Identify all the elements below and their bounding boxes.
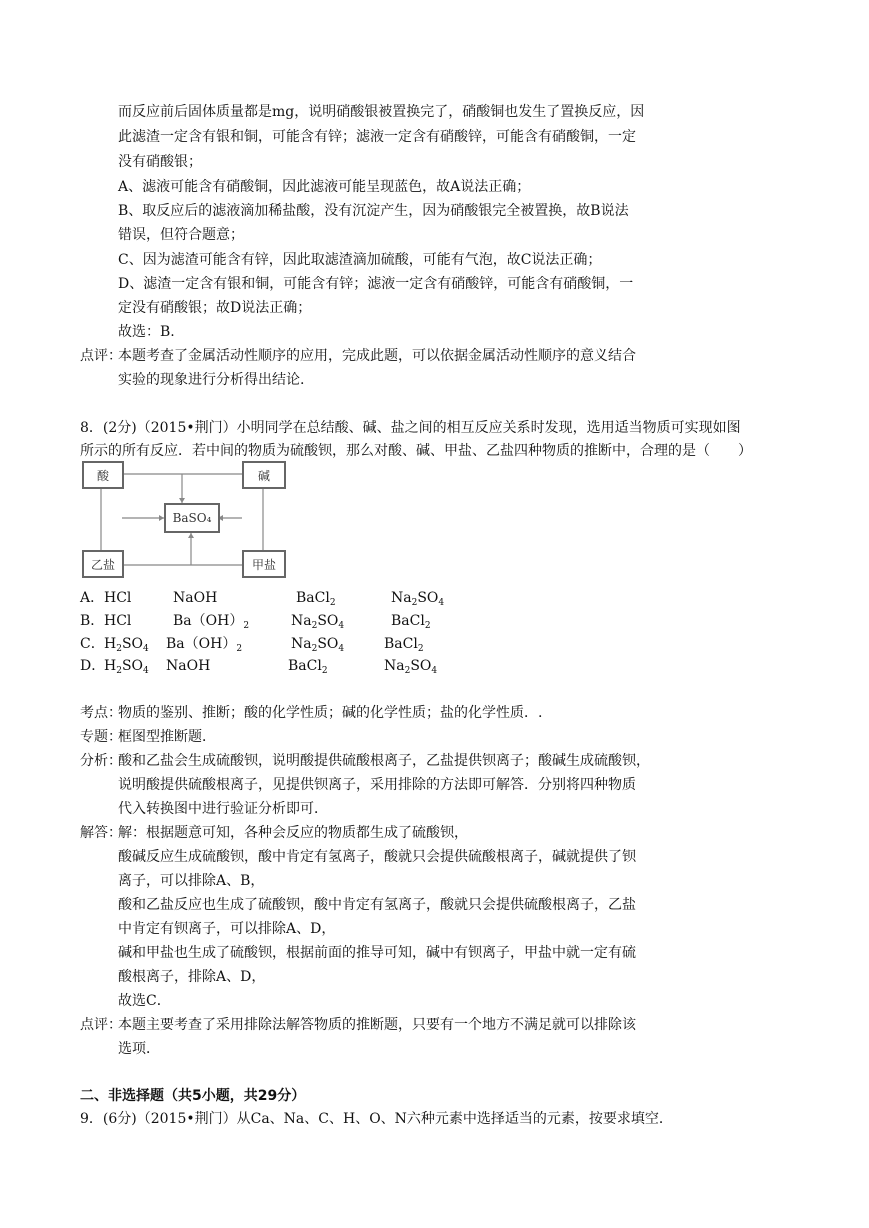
dianping-label: 点评： [80,1017,122,1033]
zhuanti-label: 专题： [80,729,122,745]
dianping-text: 选项． [118,1041,160,1057]
option-letter: B． [80,613,105,629]
option-base: NaOH [173,590,218,606]
fenxi-label: 分析： [80,753,122,769]
option-salt-b: $Na_2SO_4$ [391,590,445,608]
fenxi-text: 酸和乙盐会生成硫酸钡，说明酸提供硫酸根离子，乙盐提供钡离子；酸碱生成硫酸钡， [118,753,650,769]
acid-box: 酸 [82,461,124,489]
option-acid: $H_2SO_4$ [104,636,149,654]
reaction-diagram [80,461,306,578]
jieda-text: 故选C． [118,993,171,1009]
question-stem: 8．(2分)（2015•荆门）小明同学在总结酸、碱、盐之间的相互反应关系时发现，选用适当物质可实现如图 [80,420,741,436]
jieda-text: 酸和乙盐反应也生成了硫酸钡，酸中肯定有氢离子，酸就只会提供硫酸根离子，乙盐 [118,897,636,913]
option-base: $Ba(OH)_2$ [166,636,243,654]
baso4-box: BaSO₄ [164,503,220,533]
option-acid: $H_2SO_4$ [104,658,149,676]
text-line: 故选：B. [118,324,175,340]
option-base: $Ba(OH)_2$ [173,613,250,631]
question-stem: 9．(6分)（2015•荆门）从Ca、Na、C、H、O、N六种元素中选择适当的元素，按要求填空． [80,1111,673,1127]
option-acid: HCl [104,590,132,606]
option-salt-a: BaCl$_2$ [296,590,336,608]
text-line: 此滤渣一定含有银和铜，可能含有锌；滤液一定含有硝酸锌，可能含有硝酸铜，一定 [118,129,636,145]
jieda-text: 中肯定有钡离子，可以排除A、D， [118,921,336,937]
base-box: 碱 [242,461,286,489]
option-letter: C． [80,636,105,652]
section-title: 二、非选择题（共5小题，共29分） [80,1088,306,1104]
jieda-text: 酸碱反应生成硫酸钡，酸中肯定有氢离子，酸就只会提供硫酸根离子，碱就提供了钡 [118,849,636,865]
fenxi-text: 说明酸提供硫酸根离子，见提供钡离子，采用排除的方法即可解答．分别将四种物质 [118,777,636,793]
salt-b-box: 乙盐 [82,550,124,578]
jieda-text: 酸根离子，排除A、D， [118,969,266,985]
jieda-text: 碱和甲盐也生成了硫酸钡，根据前面的推导可知，碱中有钡离子，甲盐中就一定有硫 [118,945,636,961]
option-salt-a: BaCl$_2$ [288,658,328,676]
text-line: B、取反应后的滤液滴加稀盐酸，没有沉淀产生，因为硝酸银完全被置换，故B说法 [118,203,629,219]
option-salt-a: $Na_2SO_4$ [291,636,345,654]
option-salt-a: $Na_2SO_4$ [291,613,345,631]
option-letter: D． [80,658,106,674]
text-line: 而反应前后固体质量都是mg，说明硝酸银被置换完了，硝酸铜也发生了置换反应，因 [118,104,645,120]
comment-text: 本题考查了金属活动性顺序的应用，完成此题，可以依据金属活动性顺序的意义结合 [118,348,636,364]
text-line: 没有硝酸银； [118,154,202,170]
jieda-text: 离子，可以排除A、B， [118,873,265,889]
text-line: C、因为滤渣可能含有锌，因此取滤渣滴加硫酸，可能有气泡，故C说法正确； [118,252,602,268]
kaodian-text: 物质的鉴别、推断；酸的化学性质；碱的化学性质；盐的化学性质．. [118,705,543,721]
option-acid: HCl [104,613,132,629]
kaodian-label: 考点： [80,705,122,721]
option-salt-b: $Na_2SO_4$ [384,658,438,676]
text-line: 定没有硝酸银；故D说法正确； [118,300,312,316]
text-line: 错误，但符合题意； [118,227,244,243]
fenxi-text: 代入转换图中进行验证分析即可． [118,801,328,817]
question-stem: 所示的所有反应．若中间的物质为硫酸钡，那么对酸、碱、甲盐、乙盐四种物质的推断中，合理的是（ ） [80,443,752,459]
dianping-text: 本题主要考查了采用排除法解答物质的推断题，只要有一个地方不满足就可以排除该 [118,1017,636,1033]
jieda-text: 解：根据题意可知，各种会反应的物质都生成了硫酸钡， [118,825,468,841]
option-letter: A． [80,590,105,606]
comment-label: 点评： [80,348,122,364]
text-line: A、滤液可能含有硝酸铜，因此滤液可能呈现蓝色，故A说法正确； [118,179,531,195]
salt-a-box: 甲盐 [242,550,286,578]
option-base: NaOH [166,658,211,674]
option-salt-b: BaCl$_2$ [391,613,431,631]
option-salt-b: BaCl$_2$ [384,636,424,654]
text-line: D、滤渣一定含有银和铜，可能含有锌；滤液一定含有硝酸锌，可能含有硝酸铜，一 [118,276,634,292]
jieda-label: 解答： [80,825,122,841]
comment-text: 实验的现象进行分析得出结论. [118,372,305,388]
zhuanti-text: 框图型推断题． [118,729,216,745]
